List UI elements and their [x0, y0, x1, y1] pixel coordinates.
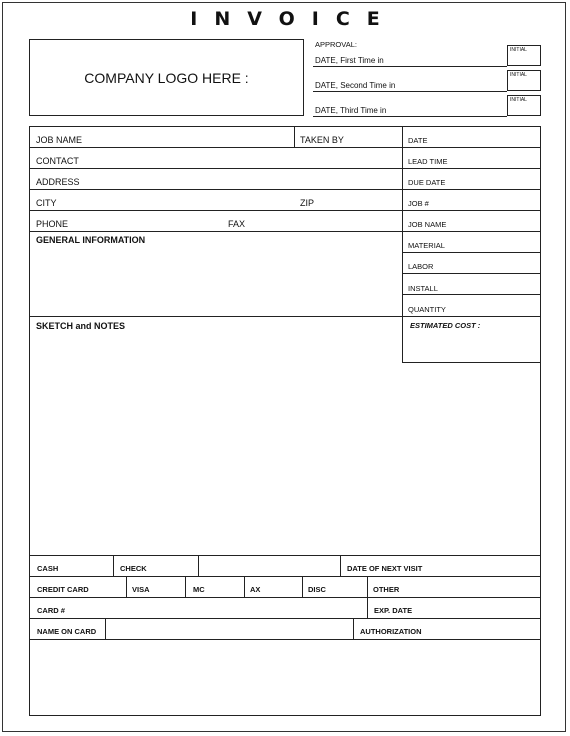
invoice-title: INVOICE — [190, 8, 397, 30]
job-number-field[interactable]: JOB # — [408, 199, 429, 208]
phone-field[interactable]: PHONE — [36, 219, 69, 229]
quantity-field[interactable]: QUANTITY — [408, 305, 446, 314]
cash-field[interactable]: CASH — [37, 564, 59, 573]
sketch-notes-section[interactable]: SKETCH and NOTES — [36, 321, 126, 331]
initial-box-third[interactable] — [507, 95, 541, 116]
zip-field[interactable]: ZIP — [300, 198, 315, 208]
name-on-card-field[interactable]: NAME ON CARD — [37, 627, 97, 636]
approval-label: APPROVAL: — [315, 40, 357, 49]
install-field[interactable]: INSTALL — [408, 284, 438, 293]
initial-box-second[interactable] — [507, 70, 541, 91]
mc-option[interactable]: MC — [193, 585, 205, 594]
approval-date-first: DATE, First Time in — [315, 56, 384, 65]
ax-option[interactable]: AX — [250, 585, 261, 594]
approval-date-third: DATE, Third Time in — [315, 106, 387, 115]
company-logo-placeholder: COMPANY LOGO HERE : — [84, 69, 249, 86]
company-logo-box — [29, 39, 304, 116]
initial-label: INITIAL — [510, 97, 527, 103]
right-job-name-field[interactable]: JOB NAME — [408, 220, 447, 229]
authorization-field[interactable]: AUTHORIZATION — [360, 627, 422, 636]
contact-field[interactable]: CONTACT — [36, 156, 79, 166]
material-field[interactable]: MATERIAL — [408, 241, 445, 250]
next-visit-date-field[interactable]: DATE OF NEXT VISIT — [347, 564, 423, 573]
due-date-field[interactable]: DUE DATE — [408, 178, 446, 187]
initial-label: INITIAL — [510, 47, 527, 53]
address-field[interactable]: ADDRESS — [36, 177, 80, 187]
general-information-section[interactable]: GENERAL INFORMATION — [36, 235, 146, 245]
estimated-cost-field[interactable]: ESTIMATED COST : — [410, 321, 481, 330]
card-number-field[interactable]: CARD # — [37, 606, 65, 615]
fax-field[interactable]: FAX — [228, 219, 246, 229]
credit-card-field[interactable]: CREDIT CARD — [37, 585, 89, 594]
other-option[interactable]: OTHER — [373, 585, 400, 594]
lead-time-field[interactable]: LEAD TIME — [408, 157, 448, 166]
check-field[interactable]: CHECK — [120, 564, 147, 573]
disc-option[interactable]: DISC — [308, 585, 326, 594]
date-field[interactable]: DATE — [408, 136, 428, 145]
exp-date-field[interactable]: EXP. DATE — [374, 606, 413, 615]
city-field[interactable]: CITY — [36, 198, 57, 208]
approval-date-second: DATE, Second Time in — [315, 81, 396, 90]
taken-by-field[interactable]: TAKEN BY — [300, 135, 344, 145]
job-name-field[interactable]: JOB NAME — [36, 135, 83, 145]
initial-label: INITIAL — [510, 72, 527, 78]
labor-field[interactable]: LABOR — [408, 262, 434, 271]
visa-option[interactable]: VISA — [132, 585, 150, 594]
initial-box-first[interactable] — [507, 45, 541, 66]
